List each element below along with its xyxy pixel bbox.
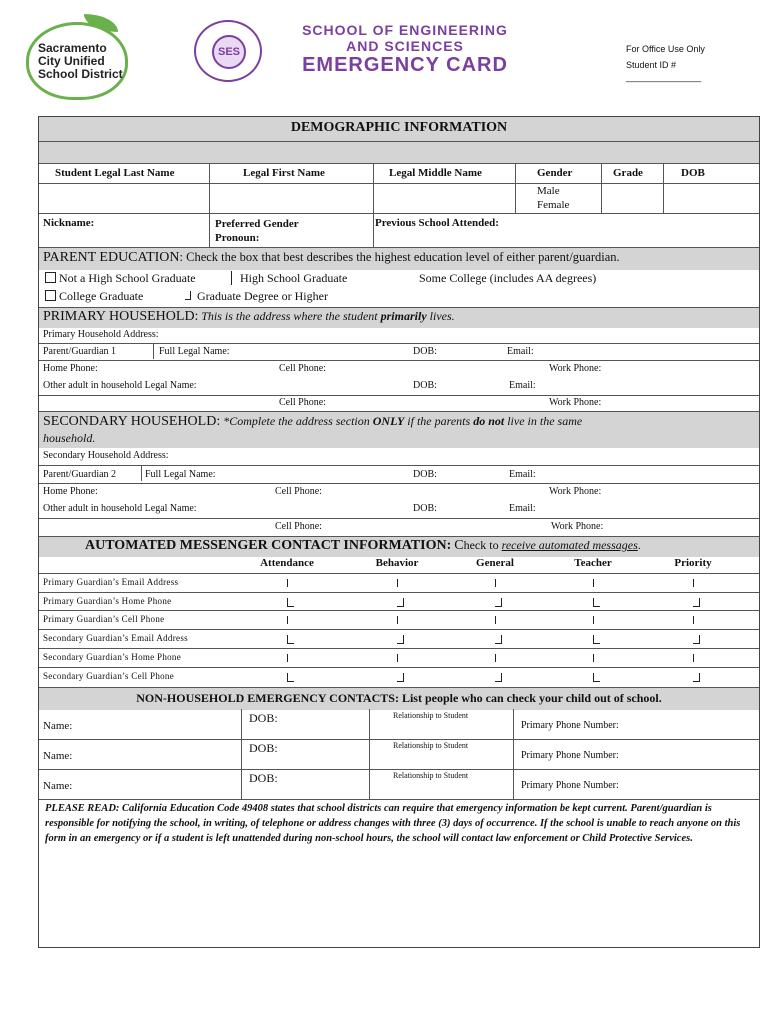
col-first-name: Legal First Name: [243, 167, 325, 179]
primary-cell-phone-label: Cell Phone:: [279, 363, 326, 374]
messenger-checkbox[interactable]: [397, 579, 404, 587]
primary-dob-label: DOB:: [413, 346, 437, 357]
demographic-title: DEMOGRAPHIC INFORMATION: [290, 120, 508, 135]
messenger-checkbox[interactable]: [495, 616, 502, 624]
emergency-card-form: [38, 116, 760, 948]
divider: [39, 799, 759, 800]
messenger-checkbox[interactable]: [397, 616, 404, 624]
secondary-other-adult-label: Other adult in household Legal Name:: [43, 503, 197, 514]
messenger-checkbox[interactable]: [397, 635, 404, 644]
checkbox[interactable]: [45, 272, 56, 283]
messenger-checkbox[interactable]: [693, 654, 700, 662]
divider: [369, 739, 370, 769]
title-line-2: AND SCIENCES: [346, 38, 464, 54]
primary-household-heading: PRIMARY HOUSEHOLD:: [43, 309, 199, 324]
secondary-address-label: Secondary Household Address:: [43, 450, 169, 461]
edu-option-college-graduate[interactable]: College Graduate: [45, 289, 143, 304]
checkbox[interactable]: [45, 290, 56, 301]
divider: [209, 213, 210, 247]
divider: [663, 163, 664, 213]
district-logo: [26, 14, 146, 94]
messenger-heading: AUTOMATED MESSENGER CONTACT INFORMATION:: [85, 538, 452, 553]
parent-education-instruction: : Check the box that best describes the highest education level of either parent/guardian.: [179, 250, 620, 264]
emergency-name-label: Name:: [43, 780, 73, 792]
messenger-checkbox[interactable]: [593, 579, 600, 587]
divider: [39, 395, 759, 396]
divider: [373, 213, 374, 247]
messenger-checkbox[interactable]: [693, 598, 700, 607]
messenger-header: AUTOMATED MESSENGER CONTACT INFORMATION: Check to receive automated messages.: [39, 536, 759, 557]
nickname-label: Nickname:: [43, 217, 95, 229]
primary-other-email-label: Email:: [509, 380, 536, 391]
primary-work-phone-label: Work Phone:: [549, 363, 602, 374]
divider: [209, 163, 210, 213]
edu-option-some-college[interactable]: Some College (includes AA degrees): [419, 271, 597, 285]
primary-guardian-label: Parent/Guardian 1: [43, 346, 117, 357]
messenger-checkbox[interactable]: [693, 616, 700, 624]
messenger-checkbox[interactable]: [593, 616, 600, 624]
gender-option-female[interactable]: Female: [537, 199, 570, 211]
edu-option-hs-graduate[interactable]: High School Graduate: [231, 271, 347, 286]
divider: [241, 769, 242, 799]
emergency-phone-label: Primary Phone Number:: [521, 750, 619, 761]
divider: [39, 483, 759, 484]
divider: [39, 667, 759, 668]
emergency-header: [39, 687, 759, 710]
divider: [39, 360, 759, 361]
primary-other-work-label: Work Phone:: [549, 397, 602, 408]
messenger-checkbox[interactable]: [397, 654, 404, 662]
divider: [369, 769, 370, 799]
divider: [39, 465, 759, 466]
primary-home-phone-label: Home Phone:: [43, 363, 98, 374]
messenger-row-label: Secondary Guardian’s Email Address: [43, 633, 188, 644]
secondary-other-dob-label: DOB:: [413, 503, 437, 514]
divider: [369, 709, 370, 739]
messenger-row-label: Primary Guardian’s Cell Phone: [43, 614, 165, 625]
messenger-checkbox[interactable]: [495, 598, 502, 607]
divider: [39, 573, 759, 574]
secondary-household-header: SECONDARY HOUSEHOLD: *Complete the address section ONLY if the parents do not live in the same household.: [39, 411, 759, 448]
divider: [241, 739, 242, 769]
messenger-checkbox[interactable]: [593, 635, 600, 644]
secondary-other-cell-label: Cell Phone:: [275, 521, 322, 532]
parent-education-header: [39, 247, 759, 270]
messenger-checkbox[interactable]: [693, 635, 700, 644]
primary-address-label: Primary Household Address:: [43, 329, 159, 340]
col-middle-name: Legal Middle Name: [389, 167, 482, 179]
messenger-row-label: Primary Guardian’s Email Address: [43, 577, 179, 587]
title-emergency-card: EMERGENCY CARD: [302, 54, 508, 76]
messenger-row-label: Secondary Guardian’s Home Phone: [43, 651, 182, 662]
messenger-checkbox[interactable]: [397, 598, 404, 607]
title-line-1: SCHOOL OF ENGINEERING: [302, 22, 508, 38]
secondary-guardian-label: Parent/Guardian 2: [43, 469, 117, 480]
primary-other-cell-label: Cell Phone:: [279, 397, 326, 408]
messenger-col-teacher: Teacher: [574, 557, 612, 569]
divider: [515, 163, 516, 213]
divider: [39, 648, 759, 649]
divider: [39, 518, 759, 519]
messenger-checkbox[interactable]: [495, 579, 502, 587]
divider: [373, 163, 374, 213]
divider: [601, 163, 602, 213]
primary-other-dob-label: DOB:: [413, 380, 437, 391]
col-last-name: Student Legal Last Name: [55, 167, 175, 179]
secondary-other-email-label: Email:: [509, 503, 536, 514]
secondary-email-label: Email:: [509, 469, 536, 480]
secondary-dob-label: DOB:: [413, 469, 437, 480]
edu-option-graduate-degree[interactable]: Graduate Degree or Higher: [185, 289, 328, 304]
demographic-spacer: [39, 141, 759, 164]
primary-email-label: Email:: [507, 346, 534, 357]
please-read-notice: PLEASE READ: California Education Code 49408 states that school districts can require that emergency information be kept current. Parent/guardian is responsible for notifying the school, in writing, of telephone or address changes with three (3) days of occurrence. If the school is unable to reach anyone on this form in an emergency or if a student is left unattended during non-school hours, the school will contact law enforcement or Child Protective Services.: [45, 803, 741, 844]
student-id-field[interactable]: _______________: [626, 72, 702, 82]
emergency-relationship-label: Relationship to Student: [393, 741, 469, 750]
messenger-checkbox[interactable]: [495, 654, 502, 662]
divider: [513, 709, 514, 739]
secondary-other-work-label: Work Phone:: [551, 521, 604, 532]
emergency-phone-label: Primary Phone Number:: [521, 720, 619, 731]
demographic-col-headers: [39, 163, 759, 184]
divider: [39, 213, 759, 214]
messenger-checkbox[interactable]: [287, 579, 294, 587]
emergency-heading: NON-HOUSEHOLD EMERGENCY CONTACTS: List people who can check your child out of school.: [136, 691, 662, 705]
emergency-name-label: Name:: [43, 750, 73, 762]
secondary-work-phone-label: Work Phone:: [549, 486, 602, 497]
pronoun-label: Preferred Gender Pronoun:: [215, 218, 299, 244]
checkbox[interactable]: [185, 291, 191, 300]
ses-logo: [194, 20, 262, 82]
divider: [513, 739, 514, 769]
messenger-checkbox[interactable]: [593, 654, 600, 662]
checkbox[interactable]: [231, 271, 235, 285]
edu-option-not-graduate[interactable]: Not a High School Graduate: [45, 271, 196, 286]
emergency-dob-label: DOB:: [249, 741, 278, 755]
messenger-checkbox[interactable]: [397, 673, 404, 682]
district-logo-text: Sacramento City Unified School District: [38, 41, 123, 81]
messenger-checkbox[interactable]: [495, 635, 502, 644]
messenger-checkbox[interactable]: [593, 673, 600, 682]
col-gender: Gender: [537, 167, 573, 179]
office-use-label: For Office Use Only: [626, 44, 705, 54]
messenger-checkbox[interactable]: [693, 579, 700, 587]
student-id-label: Student ID #: [626, 60, 677, 70]
messenger-col-attendance: Attendance: [260, 557, 314, 569]
messenger-checkbox[interactable]: [287, 673, 294, 682]
messenger-col-general: General: [476, 557, 514, 569]
messenger-checkbox[interactable]: [693, 673, 700, 682]
primary-full-name-label: Full Legal Name:: [159, 346, 230, 357]
emergency-relationship-label: Relationship to Student: [393, 711, 469, 720]
divider: [513, 769, 514, 799]
emergency-relationship-label: Relationship to Student: [393, 771, 469, 780]
messenger-col-behavior: Behavior: [375, 557, 419, 569]
secondary-home-phone-label: Home Phone:: [43, 486, 98, 497]
divider: [241, 709, 242, 739]
primary-household-header: PRIMARY HOUSEHOLD: This is the address where the student primarily lives.: [39, 307, 759, 328]
emergency-dob-label: DOB:: [249, 711, 278, 725]
divider: [39, 592, 759, 593]
primary-other-adult-label: Other adult in household Legal Name:: [43, 380, 197, 391]
parent-education-heading: PARENT EDUCATION: [43, 250, 180, 265]
messenger-row-label: Primary Guardian’s Home Phone: [43, 595, 172, 606]
messenger-checkbox[interactable]: [495, 673, 502, 682]
divider: [153, 343, 154, 359]
messenger-checkbox[interactable]: [287, 616, 294, 624]
messenger-checkbox[interactable]: [287, 654, 294, 662]
divider: [39, 629, 759, 630]
emergency-name-label: Name:: [43, 720, 73, 732]
col-grade: Grade: [613, 167, 643, 179]
secondary-household-heading: SECONDARY HOUSEHOLD:: [43, 414, 221, 429]
ses-logo-text: SES: [212, 35, 246, 69]
previous-school-label: Previous School Attended:: [375, 217, 499, 229]
divider: [39, 610, 759, 611]
emergency-phone-label: Primary Phone Number:: [521, 780, 619, 791]
receive-messages-link: receive automated messages: [501, 538, 638, 552]
messenger-row-label: Secondary Guardian’s Cell Phone: [43, 670, 175, 681]
messenger-checkbox[interactable]: [593, 598, 600, 607]
emergency-dob-label: DOB:: [249, 771, 278, 785]
secondary-cell-phone-label: Cell Phone:: [275, 486, 322, 497]
messenger-col-priority: Priority: [674, 557, 712, 569]
col-dob: DOB: [681, 167, 705, 179]
divider: [39, 343, 759, 344]
divider: [39, 739, 759, 740]
gender-option-male[interactable]: Male: [537, 185, 560, 197]
divider: [39, 183, 759, 184]
secondary-full-name-label: Full Legal Name:: [145, 469, 216, 480]
demographic-header: [39, 117, 759, 141]
divider: [39, 769, 759, 770]
messenger-checkbox[interactable]: [287, 598, 294, 607]
divider: [141, 465, 142, 481]
messenger-checkbox[interactable]: [287, 635, 294, 644]
